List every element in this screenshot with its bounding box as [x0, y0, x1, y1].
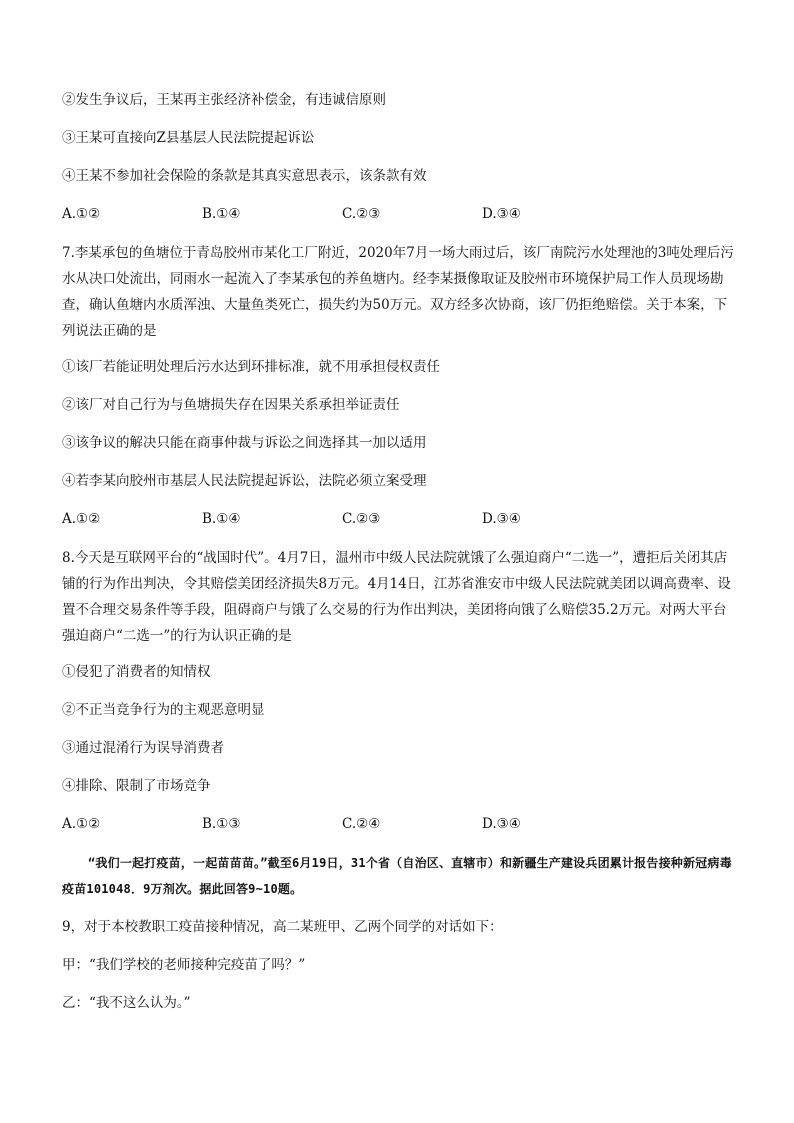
q9-dialogue-yi: 乙：“我不这么认为。”: [62, 995, 191, 1011]
q6-statement-4: ④王某不参加社会保险的条款是其真实意思表示，该条款有效: [62, 168, 427, 184]
q6-option-c: C.②③: [342, 206, 381, 222]
q8-option-c: C.②④: [342, 816, 381, 832]
q6-statement-3: ③王某可直接向Z县基层人民法院提起诉讼: [62, 130, 315, 146]
q9-stem: 9，对于本校教职工疫苗接种情况，高二某班甲、乙两个同学的对话如下：: [62, 919, 503, 935]
q8-option-b: B.①③: [202, 816, 241, 832]
q7-option-b: B.①④: [202, 511, 241, 527]
q7-statement-4: ④若李某向胶州市基层人民法院提起诉讼，法院必须立案受理: [62, 473, 427, 489]
q8-options: [62, 815, 662, 833]
q6-option-d: D.③④: [482, 206, 521, 222]
q8-option-d: D.③④: [482, 816, 521, 832]
q7-statement-2: ②该厂对自己行为与鱼塘损失存在因果关系承担举证责任: [62, 397, 400, 413]
q8-statement-2: ②不正当竞争行为的主观恶意明显: [62, 702, 265, 718]
q7-option-a: A.①②: [62, 511, 101, 527]
q6-option-b: B.①④: [202, 206, 241, 222]
q9-dialogue-jia: 甲：“我们学校的老师接种完疫苗了吗？”: [62, 957, 306, 973]
q7-statement-1: ①该厂若能证明处理后污水达到环排标准，就不用承担侵权责任: [62, 359, 440, 375]
q8-statement-3: ③通过混淆行为误导消费者: [62, 740, 224, 756]
q8-statement-4: ④排除、限制了市场竞争: [62, 778, 211, 794]
material-passage: “我们一起打疫苗，一起苗苗苗。”截至6月19日，31个省（自治区、直辖市）和新疆生产建设兵团累计报告接种新冠病毒疫苗101048．9万剂次。据此回答9~10题。: [62, 856, 732, 896]
q7-option-d: D.③④: [482, 511, 521, 527]
q7-stem: 7.李某承包的鱼塘位于青岛胶州市某化工厂附近，2020年7月一场大雨过后，该厂南院污水处理池的3吨处理后污水从决口处流出，同雨水一起流入了李某承包的养鱼塘内。经李某摄像取证及胶州市环境保护局工作人员现场勘查，确认鱼塘内水质浑浊、大量鱼类死亡，损失约为50万元。双方经多次协商，该厂仍拒绝赔偿。关于本案，下列说法正确的是: [62, 245, 734, 339]
q8-stem: 8.今天是互联网平台的“战国时代”。4月7日，温州市中级人民法院就饿了么强迫商户“二选一”，遭拒后关闭其店铺的行为作出判决，令其赔偿美团经济损失8万元。4月14日，江苏省淮安市中级人民法院就美团以调高费率、设置不合理交易条件等手段，阻碍商户与饿了么交易的行为作出判决，美团将向饿了么赔偿35.2万元。对两大平台强迫商户“二选一”的行为认识正确的是: [62, 550, 731, 644]
q6-option-a: A.①②: [62, 206, 101, 222]
q7-statement-3: ③该争议的解决只能在商事仲裁与诉讼之间选择其一加以适用: [62, 435, 427, 451]
q7-option-c: C.②③: [342, 511, 381, 527]
q6-statement-2: ②发生争议后，王某再主张经济补偿金，有违诚信原则: [62, 92, 386, 108]
q7-options: [62, 510, 662, 528]
q8-option-a: A.①②: [62, 816, 101, 832]
q8-statement-1: ①侵犯了消费者的知情权: [62, 664, 211, 680]
q6-options: [62, 205, 662, 223]
